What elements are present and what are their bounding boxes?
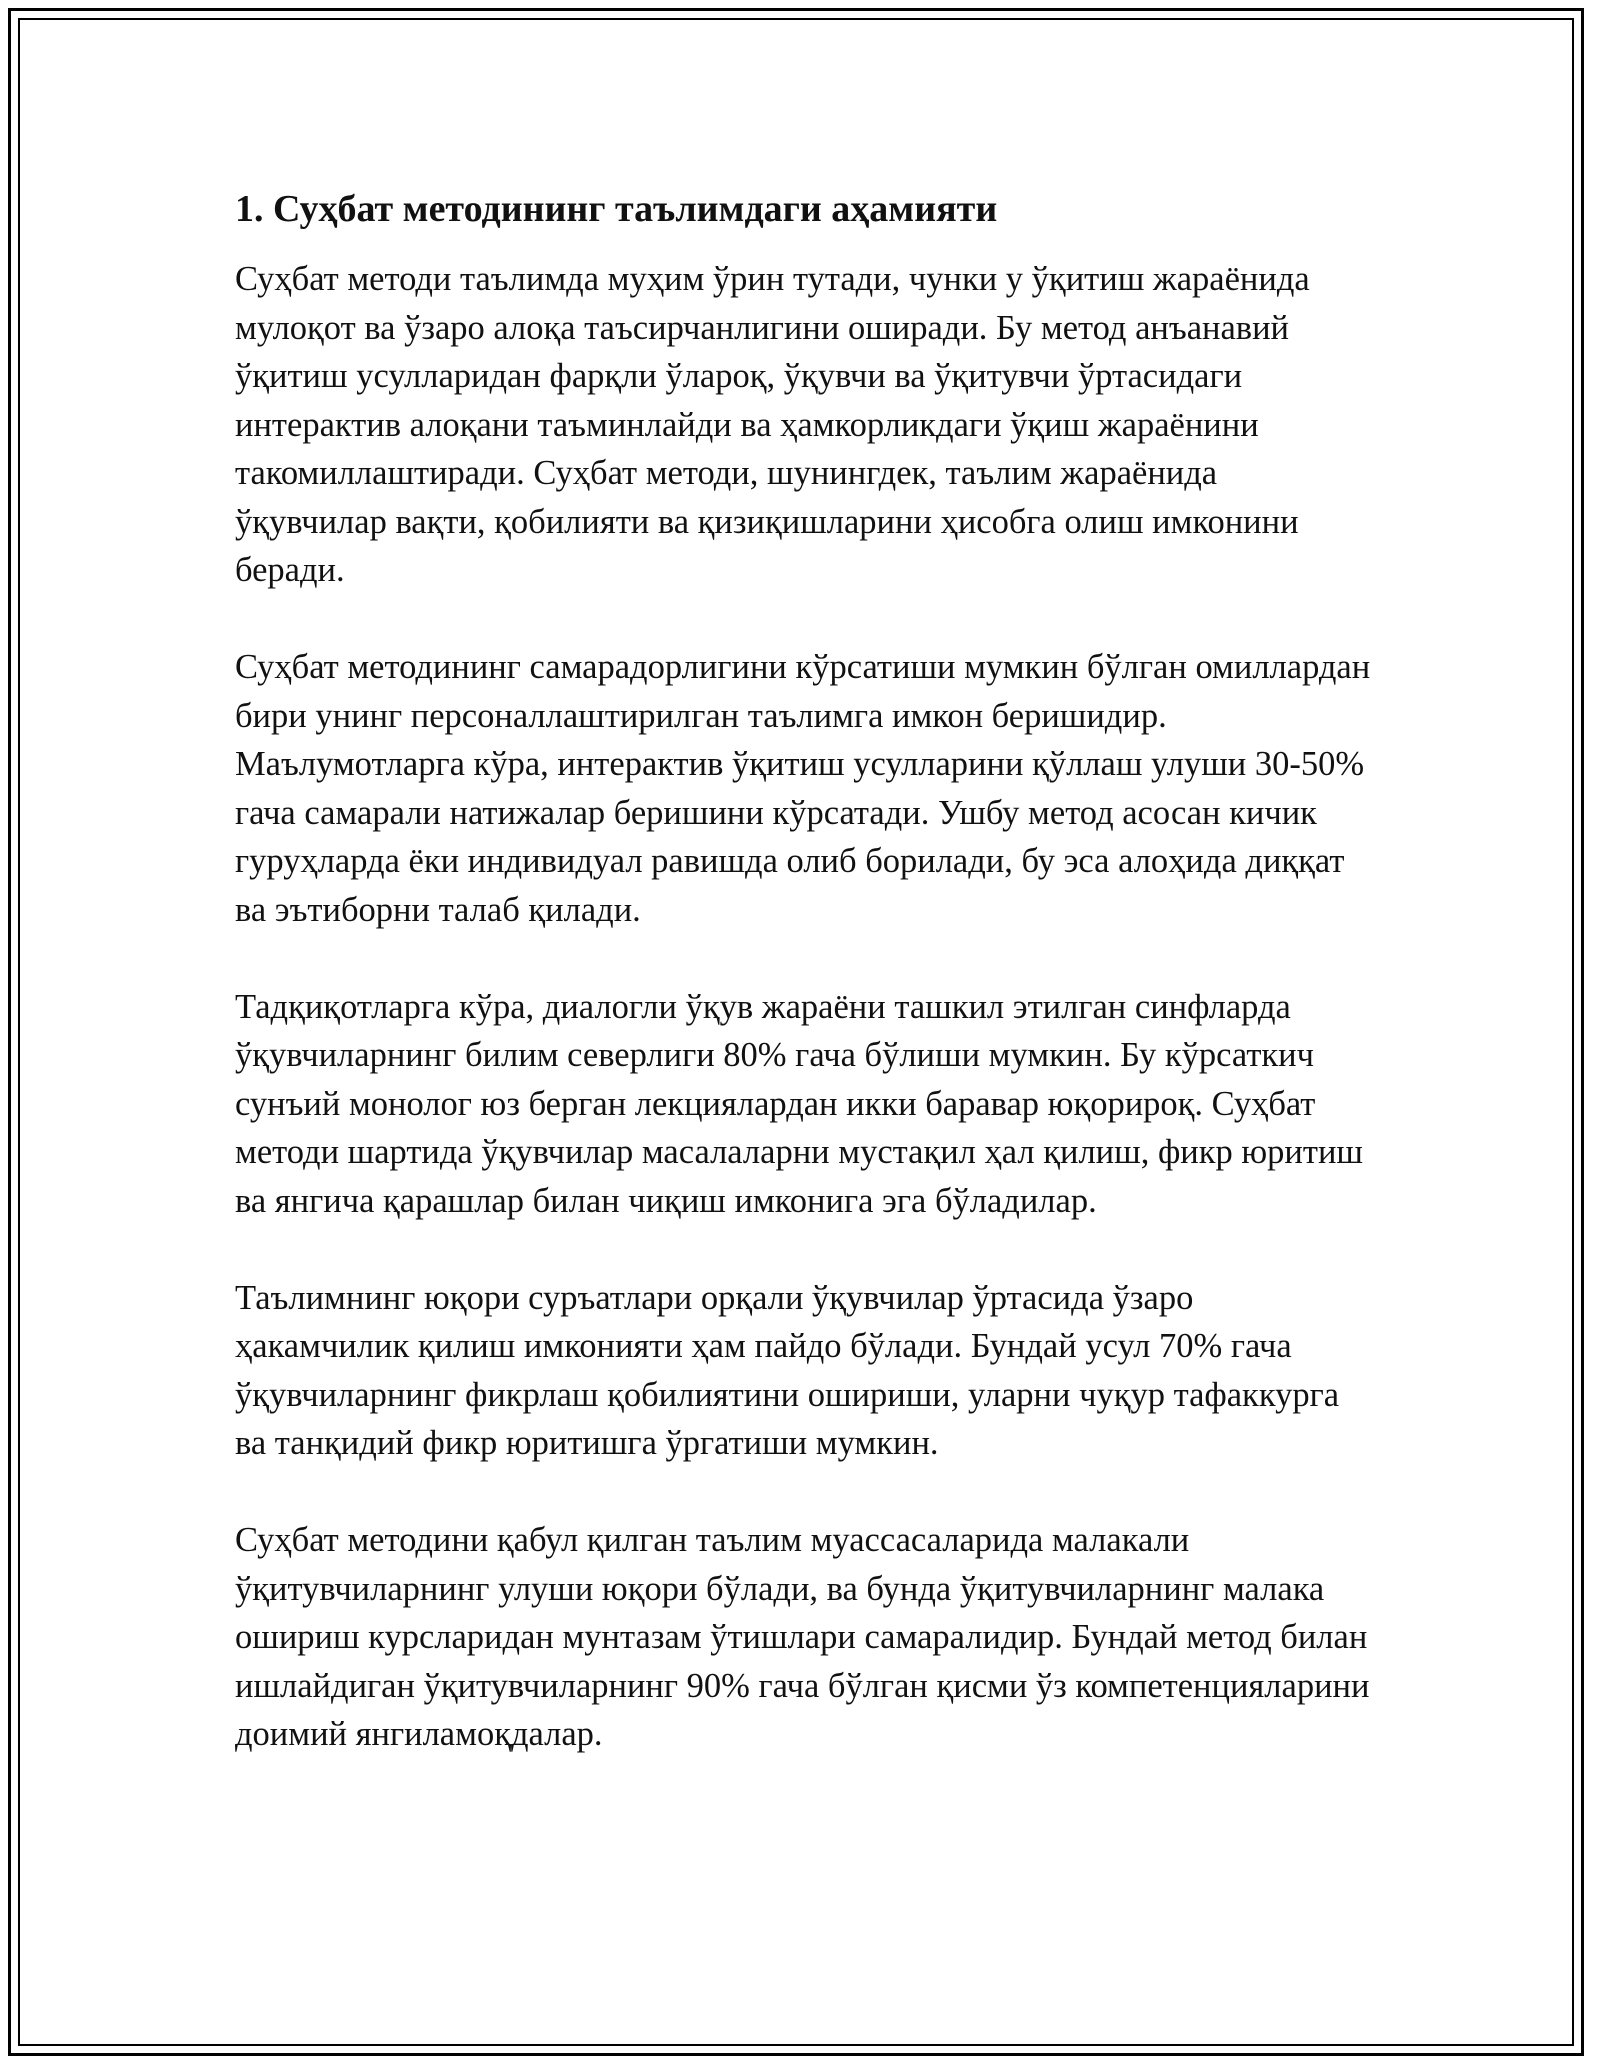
paragraph-5: Суҳбат методини қабул қилган таълим муассасаларида малакали ўқитувчиларнинг улуши юқори бўлади, ва бунда ўқитувчиларнинг малака ошириш курсларидан мунтазам ўтишлари самаралидир. Бундай метод билан ишлайдиган ўқитувчиларнинг 90% гача бўлган қисми ўз компетенцияларини доимий янгиламоқдалар. bbox=[235, 1521, 1370, 1753]
document-body bbox=[235, 185, 1375, 1759]
section-heading: 1. Суҳбат методининг таълимдаги аҳамияти bbox=[235, 188, 998, 230]
paragraph-1: Суҳбат методи таълимда муҳим ўрин тутади, чунки у ўқитиш жараёнида мулоқот ва ўзаро алоқа таъсирчанлигини оширади. Бу метод анъанавий ўқитиш усулларидан фарқли ўлароқ, ўқувчи ва ўқитувчи ўртасидаги интерактив алоқани таъминлайди ва ҳамкорликдаги ўқиш жараёнини такомиллаштиради. Суҳбат методи, шунингдек, таълим жараёнида ўқувчилар вақти, қобилияти ва қизиқишларини ҳисобга олиш имконини беради. bbox=[235, 260, 1310, 589]
paragraph-3: Тадқиқотларга кўра, диалогли ўқув жараёни ташкил этилган синфларда ўқувчиларнинг билим северлиги 80% гача бўлиши мумкин. Бу кўрсаткич сунъий монолог юз берган лекциялардан икки баравар юқорироқ. Суҳбат методи шартида ўқувчилар масалаларни мустақил ҳал қилиш, фикр юритиш ва янгича қарашлар билан чиқиш имконига эга бўладилар. bbox=[235, 987, 1363, 1220]
paragraph-2: Суҳбат методининг самарадорлигини кўрсатиши мумкин бўлган омиллардан бири унинг персоналлаштирилган таълимга имкон беришидир. Маълумотларга кўра, интерактив ўқитиш усулларини қўллаш улуши 30-50% гача самарали натижалар беришини кўрсатади. Ушбу метод асосан кичик гуруҳларда ёки индивидуал равишда олиб борилади, бу эса алоҳида диққат ва эътиборни талаб қилади. bbox=[235, 648, 1371, 929]
paragraph-4: Таълимнинг юқори суръатлари орқали ўқувчилар ўртасида ўзаро ҳакамчилик қилиш имконияти ҳам пайдо бўлади. Бундай усул 70% гача ўқувчиларнинг фикрлаш қобилиятини ошириши, уларни чуқур тафаккурга ва танқидий фикр юритишга ўргатиши мумкин. bbox=[235, 1278, 1340, 1462]
